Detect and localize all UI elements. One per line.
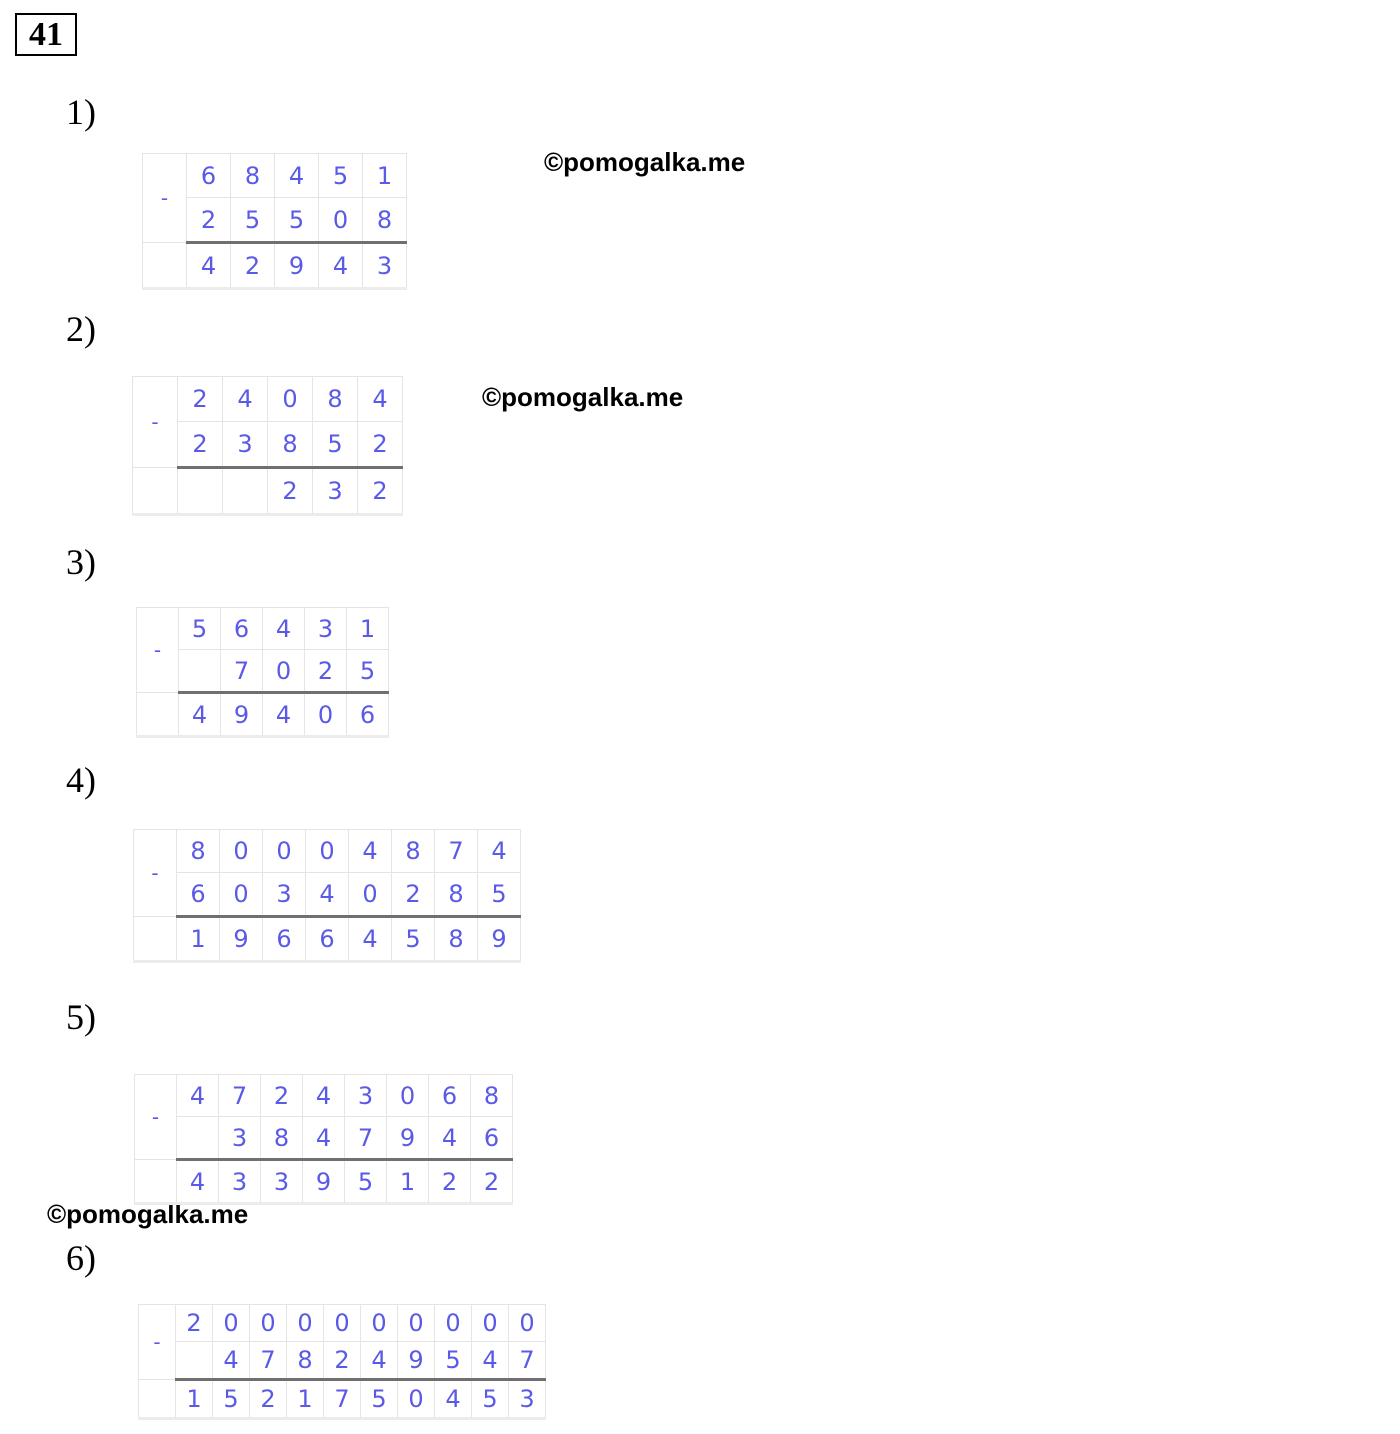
digit-cell: 4 xyxy=(263,608,305,650)
digit-cell: 4 xyxy=(187,243,231,289)
blank-cell xyxy=(134,917,177,962)
digit-cell: 0 xyxy=(250,1305,287,1342)
digit-cell: 4 xyxy=(429,1117,471,1160)
digit-cell xyxy=(179,650,221,693)
digit-cell: 0 xyxy=(306,830,349,873)
digit-cell xyxy=(223,468,268,515)
result-row xyxy=(143,243,407,289)
minus-sign: - xyxy=(137,608,179,693)
digit-cell: 3 xyxy=(263,873,306,917)
digit-cell: 0 xyxy=(268,377,313,422)
digit-cell: 6 xyxy=(221,608,263,650)
subtraction-table-6 xyxy=(138,1304,546,1420)
digit-cell: 2 xyxy=(231,243,275,289)
digit-cell: 0 xyxy=(263,650,305,693)
result-row xyxy=(133,468,403,515)
digit-cell: 9 xyxy=(387,1117,429,1160)
digit-cell: 0 xyxy=(387,1075,429,1117)
blank-cell xyxy=(133,468,178,515)
digit-cell: 7 xyxy=(250,1342,287,1380)
digit-cell: 9 xyxy=(478,917,521,962)
digit-cell: 3 xyxy=(223,422,268,468)
result-row xyxy=(137,693,389,737)
item-label-4: 4) xyxy=(66,760,96,800)
digit-cell: 1 xyxy=(347,608,389,650)
digit-cell: 5 xyxy=(347,650,389,693)
digit-cell: 0 xyxy=(220,873,263,917)
digit-cell: 3 xyxy=(509,1380,546,1419)
digit-cell: 4 xyxy=(349,917,392,962)
digit-cell: 3 xyxy=(219,1117,261,1160)
blank-cell xyxy=(139,1380,176,1419)
digit-cell: 3 xyxy=(345,1075,387,1117)
digit-cell: 0 xyxy=(220,830,263,873)
digit-cell: 5 xyxy=(472,1380,509,1419)
watermark-3: ©pomogalka.me xyxy=(47,1199,249,1229)
problem-number-box: 41 xyxy=(15,13,77,56)
digit-cell: 1 xyxy=(177,917,220,962)
result-row xyxy=(135,1160,513,1204)
digit-cell: 2 xyxy=(358,422,403,468)
digit-cell: 3 xyxy=(313,468,358,515)
item-label-5: 5) xyxy=(66,997,96,1037)
digit-cell: 5 xyxy=(392,917,435,962)
digit-cell: 4 xyxy=(306,873,349,917)
digit-cell: 8 xyxy=(177,830,220,873)
digit-cell: 1 xyxy=(363,154,407,198)
minuend-row xyxy=(137,608,389,650)
digit-cell: 5 xyxy=(275,198,319,243)
subtrahend-row xyxy=(139,1342,546,1380)
digit-cell: 7 xyxy=(221,650,263,693)
subtrahend-row xyxy=(135,1117,513,1160)
digit-cell: 9 xyxy=(275,243,319,289)
digit-cell: 6 xyxy=(263,917,306,962)
item-label-1: 1) xyxy=(66,92,96,132)
digit-cell: 0 xyxy=(305,693,347,737)
minuend-row xyxy=(143,154,407,198)
digit-cell: 4 xyxy=(349,830,392,873)
digit-cell: 0 xyxy=(472,1305,509,1342)
blank-cell xyxy=(143,243,187,289)
digit-cell: 3 xyxy=(363,243,407,289)
digit-cell xyxy=(178,468,223,515)
digit-cell: 0 xyxy=(263,830,306,873)
item-label-2: 2) xyxy=(66,309,96,349)
digit-cell: 0 xyxy=(324,1305,361,1342)
digit-cell: 2 xyxy=(358,468,403,515)
digit-cell: 6 xyxy=(429,1075,471,1117)
digit-cell: 4 xyxy=(275,154,319,198)
minus-sign: - xyxy=(143,154,187,243)
subtraction-table-3 xyxy=(136,607,389,738)
digit-cell: 6 xyxy=(306,917,349,962)
subtraction-table-1 xyxy=(142,153,407,290)
result-row xyxy=(139,1380,546,1419)
digit-cell: 9 xyxy=(398,1342,435,1380)
digit-cell: 6 xyxy=(177,873,220,917)
item-label-6: 6) xyxy=(66,1238,96,1278)
digit-cell: 2 xyxy=(392,873,435,917)
digit-cell: 1 xyxy=(287,1380,324,1419)
digit-cell: 2 xyxy=(176,1305,213,1342)
minuend-row xyxy=(135,1075,513,1117)
digit-cell: 8 xyxy=(435,873,478,917)
minus-sign: - xyxy=(139,1305,176,1380)
digit-cell: 0 xyxy=(349,873,392,917)
minus-sign: - xyxy=(135,1075,177,1160)
digit-cell: 0 xyxy=(319,198,363,243)
digit-cell: 2 xyxy=(178,377,223,422)
subtraction-table-4 xyxy=(133,829,521,963)
subtraction-table-2 xyxy=(132,376,403,516)
digit-cell: 5 xyxy=(179,608,221,650)
digit-cell: 7 xyxy=(509,1342,546,1380)
digit-cell: 3 xyxy=(261,1160,303,1204)
digit-cell: 2 xyxy=(187,198,231,243)
digit-cell: 0 xyxy=(398,1380,435,1419)
subtrahend-row xyxy=(134,873,521,917)
digit-cell: 2 xyxy=(261,1075,303,1117)
digit-cell: 4 xyxy=(319,243,363,289)
digit-cell: 0 xyxy=(287,1305,324,1342)
digit-cell: 8 xyxy=(231,154,275,198)
digit-cell: 2 xyxy=(471,1160,513,1204)
digit-cell: 5 xyxy=(435,1342,472,1380)
digit-cell: 2 xyxy=(250,1380,287,1419)
digit-cell: 8 xyxy=(363,198,407,243)
digit-cell: 5 xyxy=(213,1380,250,1419)
digit-cell: 2 xyxy=(324,1342,361,1380)
minuend-row xyxy=(139,1305,546,1342)
digit-cell: 5 xyxy=(231,198,275,243)
digit-cell: 6 xyxy=(471,1117,513,1160)
digit-cell: 4 xyxy=(472,1342,509,1380)
digit-cell: 4 xyxy=(435,1380,472,1419)
digit-cell: 4 xyxy=(263,693,305,737)
digit-cell: 2 xyxy=(429,1160,471,1204)
digit-cell: 5 xyxy=(478,873,521,917)
digit-cell: 5 xyxy=(319,154,363,198)
digit-cell: 4 xyxy=(478,830,521,873)
digit-cell: 6 xyxy=(347,693,389,737)
digit-cell: 9 xyxy=(220,917,263,962)
digit-cell: 1 xyxy=(176,1380,213,1419)
digit-cell: 7 xyxy=(324,1380,361,1419)
digit-cell: 0 xyxy=(509,1305,546,1342)
digit-cell: 8 xyxy=(313,377,358,422)
digit-cell: 4 xyxy=(223,377,268,422)
digit-cell: 5 xyxy=(313,422,358,468)
digit-cell: 0 xyxy=(398,1305,435,1342)
blank-cell xyxy=(135,1160,177,1204)
minus-sign: - xyxy=(133,377,178,468)
digit-cell xyxy=(177,1117,219,1160)
digit-cell: 3 xyxy=(305,608,347,650)
digit-cell: 0 xyxy=(213,1305,250,1342)
digit-cell: 8 xyxy=(392,830,435,873)
digit-cell: 6 xyxy=(187,154,231,198)
digit-cell: 4 xyxy=(303,1117,345,1160)
digit-cell: 7 xyxy=(219,1075,261,1117)
digit-cell: 0 xyxy=(361,1305,398,1342)
digit-cell: 8 xyxy=(435,917,478,962)
digit-cell: 2 xyxy=(305,650,347,693)
minuend-row xyxy=(133,377,403,422)
digit-cell: 5 xyxy=(361,1380,398,1419)
result-row xyxy=(134,917,521,962)
digit-cell: 7 xyxy=(435,830,478,873)
digit-cell: 5 xyxy=(345,1160,387,1204)
minus-sign: - xyxy=(134,830,177,917)
digit-cell: 4 xyxy=(361,1342,398,1380)
digit-cell: 4 xyxy=(177,1075,219,1117)
digit-cell: 4 xyxy=(213,1342,250,1380)
digit-cell: 8 xyxy=(471,1075,513,1117)
digit-cell: 3 xyxy=(219,1160,261,1204)
digit-cell: 8 xyxy=(268,422,313,468)
digit-cell: 9 xyxy=(303,1160,345,1204)
digit-cell: 4 xyxy=(358,377,403,422)
watermark-2: ©pomogalka.me xyxy=(482,382,684,412)
digit-cell: 9 xyxy=(221,693,263,737)
digit-cell: 8 xyxy=(287,1342,324,1380)
item-label-3: 3) xyxy=(66,542,96,582)
subtraction-table-5 xyxy=(134,1074,513,1205)
digit-cell xyxy=(176,1342,213,1380)
blank-cell xyxy=(137,693,179,737)
digit-cell: 4 xyxy=(177,1160,219,1204)
digit-cell: 2 xyxy=(178,422,223,468)
digit-cell: 8 xyxy=(261,1117,303,1160)
watermark-1: ©pomogalka.me xyxy=(544,147,746,177)
digit-cell: 2 xyxy=(268,468,313,515)
minuend-row xyxy=(134,830,521,873)
digit-cell: 1 xyxy=(387,1160,429,1204)
digit-cell: 4 xyxy=(179,693,221,737)
digit-cell: 7 xyxy=(345,1117,387,1160)
digit-cell: 4 xyxy=(303,1075,345,1117)
digit-cell: 0 xyxy=(435,1305,472,1342)
